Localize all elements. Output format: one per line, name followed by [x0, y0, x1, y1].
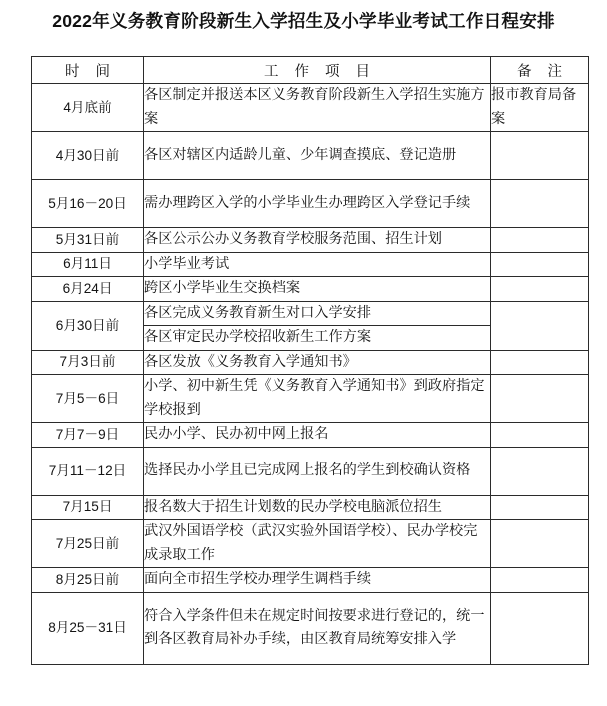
cell-work-item: 面向全市招生学校办理学生调档手续: [144, 568, 491, 593]
table-body: [32, 84, 589, 665]
table-row: [32, 520, 589, 568]
column-header-work-item: 工 作 项 目: [144, 57, 491, 84]
cell-work-item: 各区完成义务教育新生对口入学安排: [144, 301, 491, 326]
table-row: [32, 350, 589, 375]
cell-work-item: 各区对辖区内适龄儿童、少年调查摸底、登记造册: [144, 132, 491, 180]
cell-time: 6月11日: [32, 252, 144, 277]
table-row: [32, 495, 589, 520]
cell-note: [491, 447, 589, 495]
cell-note: [491, 301, 589, 350]
table-row: [32, 277, 589, 302]
cell-note: [491, 252, 589, 277]
cell-work-item: 跨区小学毕业生交换档案: [144, 277, 491, 302]
cell-time: 7月25日前: [32, 520, 144, 568]
table-row: [32, 84, 589, 132]
cell-time: 6月24日: [32, 277, 144, 302]
cell-work-item: 报名数大于招生计划数的民办学校电脑派位招生: [144, 495, 491, 520]
cell-note: 报市教育局备案: [491, 84, 589, 132]
table-row: [32, 375, 589, 423]
cell-note: [491, 520, 589, 568]
table-header-row: [32, 57, 589, 84]
table-header: [32, 57, 589, 84]
cell-note: [491, 180, 589, 228]
cell-time: 7月7－9日: [32, 423, 144, 448]
table-row: [32, 592, 589, 664]
cell-note: [491, 495, 589, 520]
table-row: [32, 132, 589, 180]
cell-note: [491, 350, 589, 375]
cell-time: 4月30日前: [32, 132, 144, 180]
cell-note: [491, 375, 589, 423]
cell-work-item: 各区制定并报送本区义务教育阶段新生入学招生实施方案: [144, 84, 491, 132]
column-header-time: 时 间: [32, 57, 144, 84]
table-row: [32, 447, 589, 495]
table-row: [32, 423, 589, 448]
cell-work-item: 武汉外国语学校（武汉实验外国语学校）、民办学校完成录取工作: [144, 520, 491, 568]
cell-note: [491, 568, 589, 593]
page-title: 2022年义务教育阶段新生入学招生及小学毕业考试工作日程安排: [52, 11, 555, 31]
cell-time: 5月16－20日: [32, 180, 144, 228]
cell-work-item: 小学、初中新生凭《义务教育入学通知书》到政府指定学校报到: [144, 375, 491, 423]
cell-work-item: 需办理跨区入学的小学毕业生办理跨区入学登记手续: [144, 180, 491, 228]
table-row: [32, 180, 589, 228]
cell-note: [491, 132, 589, 180]
cell-time: 7月5－6日: [32, 375, 144, 423]
cell-time: 6月30日前: [32, 301, 144, 350]
table-row: [32, 301, 589, 326]
cell-work-item: 符合入学条件但未在规定时间按要求进行登记的，统一到各区教育局补办手续，由区教育局统筹安排入学: [144, 592, 491, 664]
cell-work-item: 各区审定民办学校招收新生工作方案: [144, 326, 491, 351]
cell-note: [491, 228, 589, 253]
cell-time: 7月15日: [32, 495, 144, 520]
cell-time: 7月11－12日: [32, 447, 144, 495]
table-row: [32, 228, 589, 253]
cell-work-item: 选择民办小学且已完成网上报名的学生到校确认资格: [144, 447, 491, 495]
table-row: [32, 568, 589, 593]
cell-time: 4月底前: [32, 84, 144, 132]
cell-time: 5月31日前: [32, 228, 144, 253]
cell-time: 8月25日前: [32, 568, 144, 593]
schedule-table-container: [31, 56, 588, 665]
cell-note: [491, 423, 589, 448]
cell-work-item: 民办小学、民办初中网上报名: [144, 423, 491, 448]
column-header-note: 备 注: [491, 57, 589, 84]
table-row: [32, 252, 589, 277]
cell-work-item: 小学毕业考试: [144, 252, 491, 277]
cell-note: [491, 277, 589, 302]
cell-work-item: 各区公示公办义务教育学校服务范围、招生计划: [144, 228, 491, 253]
schedule-table: [31, 56, 589, 665]
cell-note: [491, 592, 589, 664]
cell-time: 8月25－31日: [32, 592, 144, 664]
cell-work-item: 各区发放《义务教育入学通知书》: [144, 350, 491, 375]
cell-time: 7月3日前: [32, 350, 144, 375]
